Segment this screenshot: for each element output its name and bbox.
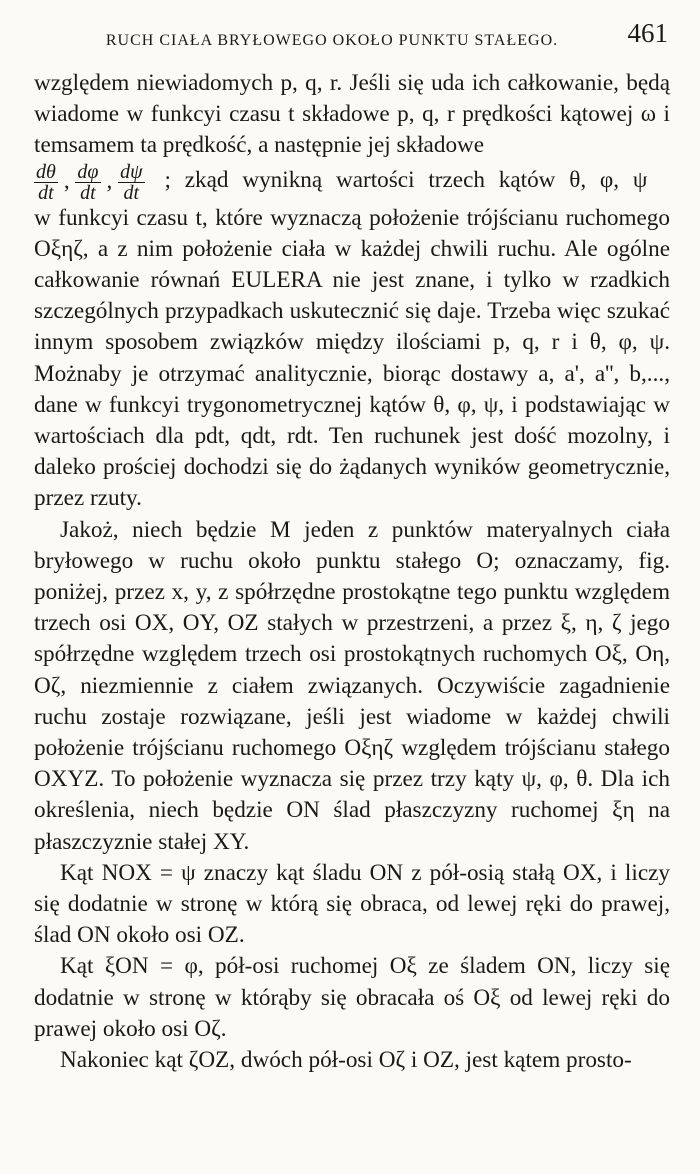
fraction-numerator: dθ [36, 160, 56, 183]
paragraph-1-opening: względem niewiadomych p, q, r. Jeśli się uda ich całkowanie, będą wiadome w funkcyi czasu t składowe p, q, r prędkości kątowej ω i temsamem ta prędkość, a następnie jej składowe [34, 70, 670, 159]
fraction-numerator: dφ [77, 160, 99, 183]
fraction-dtheta-dt [34, 162, 58, 203]
paragraph-4: Kąt ξON = φ, pół-osi ruchomej Οξ ze śladem ON, liczy się dodatnie w stronę w którąby się obracała oś Οξ od lewej ręki do prawej około osi Οζ. [34, 953, 670, 1042]
fraction-line-rest: ; zkąd wynikną wartości trzech kątów θ, φ, ψ [164, 167, 648, 194]
fraction-denominator: dt [123, 181, 140, 204]
fraction-dpsi-dt [118, 162, 144, 203]
paragraph-1 [34, 68, 670, 515]
fraction-denominator: dt [80, 181, 96, 204]
fraction-numerator: dψ [120, 160, 143, 183]
fraction-denominator: dt [38, 181, 54, 204]
fraction-dphi-dt [75, 162, 100, 203]
page-header [34, 14, 670, 52]
body-text [34, 68, 670, 1076]
page-number: 461 [627, 18, 668, 48]
paragraph-1-continuation: w funkcyi czasu t, które wyznaczą położenie trójścianu ruchomego Οξηζ, a z nim położenie ciała w każdej chwili ruchu. Ale ogólne całkowanie równań EULERA nie jest znane, i tylko w rzadkich szczególnych przypadkach uskutecznić się daje. Trzeba więc szukać innym sposobem związków między ilościami p, q, r i θ, φ, ψ. Możnaby je otrzymać analitycznie, biorąc dostawy a, a', a'', b,..., dane w funkcyi trygonometrycznej kątów θ, φ, ψ, i podstawiając w wartościach dla pdt, qdt, rdt. Ten ruchunek jest dość mozolny, i daleko prościej dochodzi się do żądanych wyników geometrycznie, przez rzuty. [34, 204, 670, 512]
running-head: RUCH CIAŁA BRYŁOWEGO OKOŁO PUNKTU STAŁEGO. [105, 32, 559, 49]
paragraph-2: Jakoż, niech będzie M jeden z punktów materyalnych ciała bryłowego w ruchu około punktu stałego O; oznaczamy, fig. poniżej, przez x, y, z spółrzędne prostokątne tego punktu względem trzech osi OX, OY, OZ stałych w przestrzeni, a przez ξ, η, ζ jego spółrzędne względem trzech osi prostokątnych ruchomych Οξ, Οη, Οζ, niezmiennie z ciałem związanych. Oczywiście zagadnienie ruchu zostaje rozwiązane, jeśli jest wiadome w każdej chwili położenie trójścianu ruchomego Οξηζ względem trójścianu stałego OXYZ. To położenie wyznacza się przez trzy kąty ψ, φ, θ. Dla ich określenia, niech będzie ON ślad płaszczyzny ruchomej ξη na płaszczyznie stałej XY. [34, 516, 670, 855]
fraction-line: $\frac{d\theta}{dt}$ , $\frac{d\varphi}{dt}$ , $\frac{d\psi}{dt}$ ; zkąd wynikną wartości trzech kątów θ, φ, ψ [36, 160, 648, 204]
paragraph-5: Nakoniec kąt ζOZ, dwóch pół-osi Οζ i OZ, jest kątem prosto- [60, 1047, 632, 1074]
paragraph-3: Kąt NOX = ψ znaczy kąt śladu ON z pół-osią stałą OX, i liczy się dodatnie w stronę w którą się obraca, od lewej ręki do prawej, ślad ON około osi OZ. [34, 859, 670, 949]
